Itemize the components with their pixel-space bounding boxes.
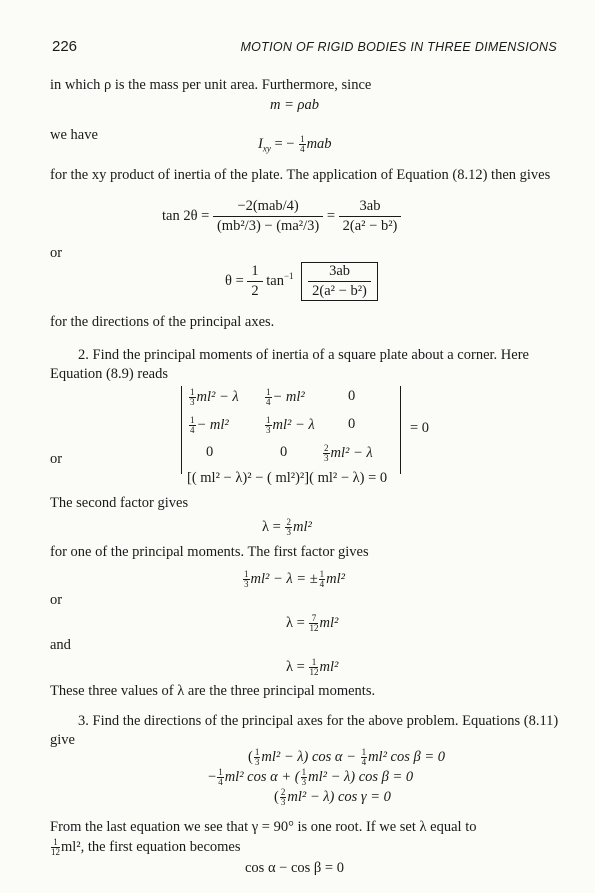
paragraph-line: and [50, 637, 71, 653]
paragraph-line: These three values of λ are the three principal moments. [50, 683, 376, 699]
equation-first-factor: $\frac{1}{3}$ ml² − λ = ± $\frac{1}{4}$ ml² [244, 569, 346, 589]
direction-equation-3: ( $\frac{2}{3}$ ml² − λ) cos γ = 0 [274, 787, 391, 807]
paragraph: for the xy product of inertia of the plate. The application of Equation (8.12) then gives [50, 167, 551, 183]
paragraph-line: or [50, 245, 63, 261]
paragraph-line: $\frac{1}{12}$ ml², the first equation becomes [51, 837, 241, 858]
paragraph-line: for the directions of the principal axes. [50, 314, 275, 330]
paragraph-problem-2: 2. Find the principal moments of inertia of a square plate about a corner. Here Equation (8.9) reads [50, 347, 529, 382]
paragraph-line: From the last equation we see that γ = 90° is one root. If we set λ equal to [50, 819, 477, 835]
equation-product-inertia: $I_{xy}$ = − $\frac{1}{4}$ mab [258, 134, 332, 154]
equation-lambda-3: λ = $\frac{1}{12}$ ml² [286, 657, 339, 677]
paragraph-line: in which ρ is the mass per unit area. Furthermore, since [50, 77, 372, 93]
direction-equation-1: ( $\frac{1}{3}$ ml² − λ) cos α − $\frac{1}{4}$ ml² cos β = 0 [248, 747, 445, 767]
equation-theta: θ = $\frac{1}{2}$ $\tan^{-1}$ $\frac{3ab}{\text{2(a² − b²)}}$ [225, 262, 378, 301]
paragraph-line: The second factor gives [50, 495, 189, 511]
characteristic-equation: [( ml² − λ)² − ( ml²)²]( ml² − λ) = 0 [187, 470, 388, 486]
equation-lambda-2: λ = $\frac{7}{12}$ ml² [286, 613, 339, 633]
final-equation: cos α − cos β = 0 [245, 860, 344, 876]
paragraph-line: we have [50, 127, 98, 143]
equation-mass: m = ρab [270, 97, 319, 113]
paragraph-line: for one of the principal moments. The first factor gives [50, 544, 369, 560]
paragraph-problem-3: 3. Find the directions of the principal axes for the above problem. Equations (8.11) give [50, 713, 559, 748]
equation-tan-2theta: tan 2θ = $\frac{\text{−2(mab/4)}}{\text{(mb²/3) − (ma²/3)}}$ = $\frac{3ab}{\text{2(a² − b²)}}$ [162, 198, 401, 235]
equation-lambda-1: λ = $\frac{2}{3}$ ml² [262, 517, 312, 537]
running-title: MOTION OF RIGID BODIES IN THREE DIMENSIONS [240, 40, 557, 54]
direction-equation-2: − $\frac{1}{4}$ ml² cos α + ( $\frac{1}{3}$ ml² − λ) cos β = 0 [208, 767, 414, 787]
paragraph-line: or [50, 451, 63, 467]
paragraph-line: or [50, 592, 63, 608]
determinant-equals-zero: = 0 [410, 420, 430, 436]
determinant: $\frac{1}{3}$ ml² − λ $\frac{1}{4}$ − ml² 0 $\frac{1}{4}$ − ml² $\frac{1}{3}$ ml² − λ 0 0 0 $\frac{2}{3}$ ml² − λ [181, 386, 401, 474]
page-number: 226 [52, 38, 78, 55]
